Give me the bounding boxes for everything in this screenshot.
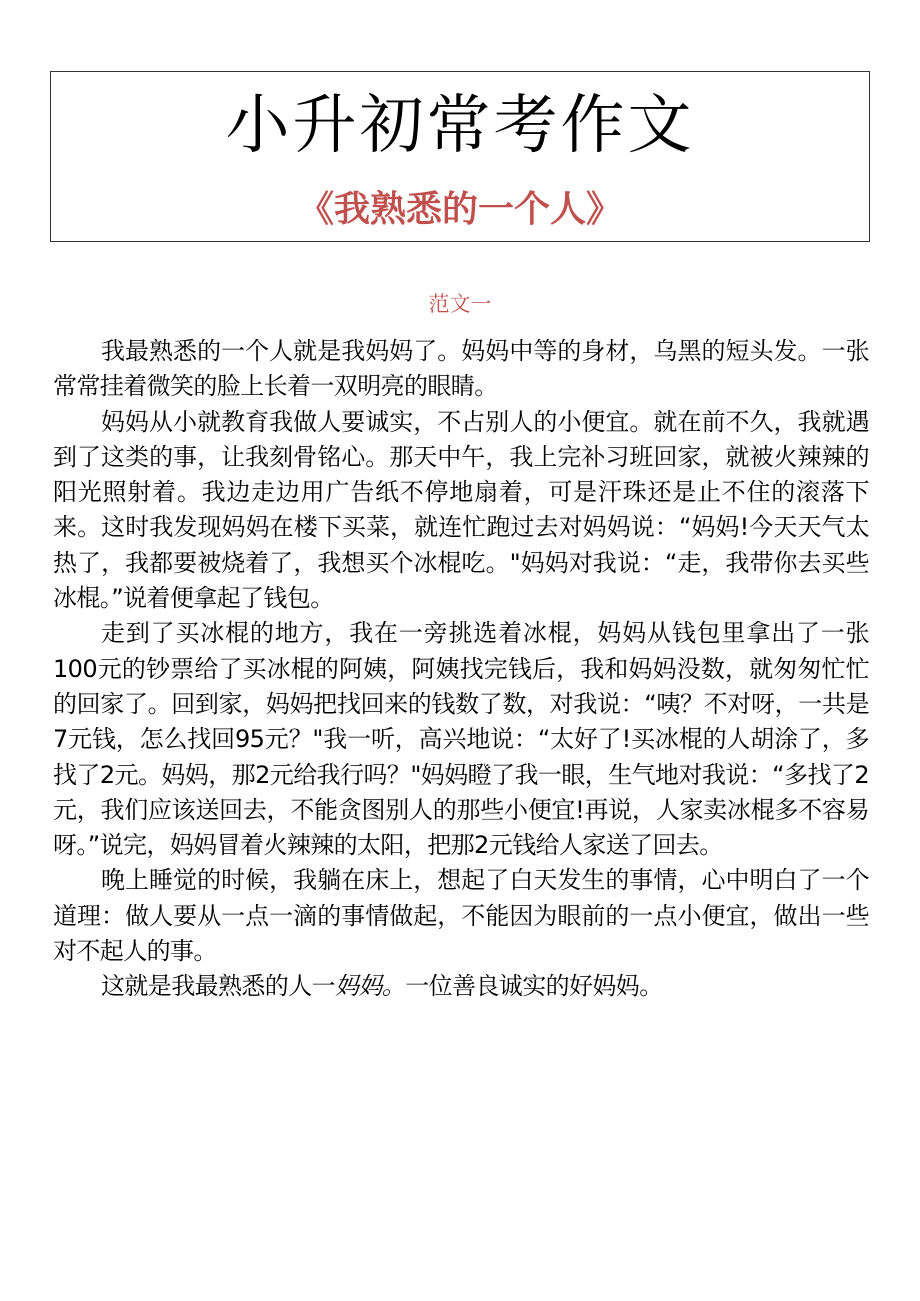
essay-body	[53, 334, 869, 1005]
essay-paragraph: 我最熟悉的一个人就是我妈妈了。妈妈中等的身材，乌黑的短头发。一张常常挂着微笑的脸上长着一双明亮的眼睛。	[53, 337, 869, 401]
closing-emphasis: 妈妈。	[335, 972, 406, 1001]
essay-paragraph: 妈妈从小就教育我做人要诚实，不占别人的小便宜。就在前不久，我就遇到了这类的事，让我刻骨铭心。那天中午，我上完补习班回家，就被火辣辣的阳光照射着。我边走边用广告纸不停地扇着，可是汗珠还是止不住的滚落下来。这时我发现妈妈在楼下买菜，就连忙跑过去对妈妈说：“妈妈!今天天气太热了，我都要被烧着了，我想买个冰棍吃。"妈妈对我说：“走，我带你去买些冰棍。”说着便拿起了钱包。	[53, 407, 869, 613]
essay-paragraph: 走到了买冰棍的地方，我在一旁挑选着冰棍，妈妈从钱包里拿出了一张100元的钞票给了买冰棍的阿姨，阿姨找完钱后，我和妈妈没数，就匆匆忙忙的回家了。回到家，妈妈把找回来的钱数了数，对我说：“咦？不对呀，一共是7元钱，怎么找回95元？"我一听，高兴地说：“太好了!买冰棍的人胡涂了，多找了2元。妈妈，那2元给我行吗？"妈妈瞪了我一眼，生气地对我说：“多找了2元，我们应该送回去，不能贪图别人的那些小便宜!再说，人家卖冰棍多不容易呀。”说完，妈妈冒着火辣辣的太阳，把那2元钱给人家送了回去。	[53, 619, 869, 860]
title-box	[50, 71, 870, 242]
essay-topic-title: 《我熟悉的一个人》	[297, 188, 622, 230]
essay-paragraph: 晚上睡觉的时候，我躺在床上，想起了白天发生的事情，心中明白了一个道理：做人要从一点一滴的事情做起，不能因为眼前的一点小便宜，做出一些对不起人的事。	[53, 866, 869, 966]
page-title: 小升初常考作文	[225, 89, 695, 163]
essay-label: 范文一	[428, 292, 492, 316]
closing-text-start: 这就是我最熟悉的人一	[101, 972, 335, 1001]
essay-closing-paragraph	[53, 969, 869, 1004]
closing-text-end: 一位善良诚实的好妈妈。	[405, 972, 663, 1001]
